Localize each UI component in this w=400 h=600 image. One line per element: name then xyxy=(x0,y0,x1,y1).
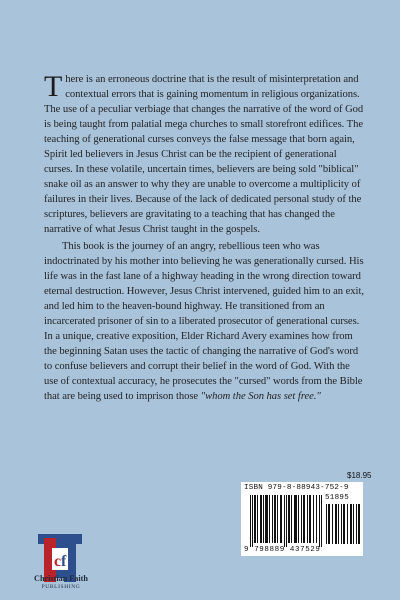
isbn-label: ISBN 979-8-88943-752-9 xyxy=(244,484,349,492)
addon-barcode xyxy=(326,504,360,544)
paragraph-1-text: here is an erroneous doctrine that is the result of misinterpretation and contextual errors that is gaining momentum in religious organizations. The use of a peculiar verbiage that changes the narrative of the word of God is being taught from palatial mega churches to small storefront edifices. The teaching of generational curses conveys the false message that born again, Spirit led believers in Jesus Christ can be the recipient of generational curses. In these volatile, uncertain times, believers are being sold "biblical" snake oil as an answer to why they are unable to overcome a multiplicity of failures in their lives. Because of the lack of dedicated personal study of the scriptures, believers are gravitating to a teaching that has changed the narrative of what Jesus Christ taught in the gospels. xyxy=(44,74,364,235)
barcode-digits: 9 798889 437529 xyxy=(244,546,321,554)
svg-text:c: c xyxy=(54,553,62,570)
description-paragraph-2 xyxy=(44,239,364,404)
description-paragraph-1 xyxy=(44,72,364,237)
drop-cap: T xyxy=(44,70,63,103)
price-label: $18.95 xyxy=(347,471,372,480)
price-addon-digits: 51895 xyxy=(325,494,350,502)
svg-text:f: f xyxy=(61,553,67,570)
isbn-barcode xyxy=(250,495,322,547)
publisher-subtitle: PUBLISHING xyxy=(41,584,81,590)
book-description xyxy=(44,72,364,404)
closing-quote: "whom the Son has set free." xyxy=(200,391,321,402)
publisher-name: Christian Faith xyxy=(34,574,88,583)
paragraph-2-text: This book is the journey of an angry, rebellious teen who was indoctrinated by his mother into believing he was generationally cursed. His life was in the fast lane of a highway heading in the wrong direction toward eternal destruction. However, Jesus Christ intervened, guided him to an exit, and led him to the heaven-bound highway. He transitioned from an incarcerated prisoner of sin to a liberated prosecutor of generational curses. In a unique, creative exposition, Elder Richard Avery examines how from the beginning Satan uses the tactic of changing the narrative of God's word to confuse believers and corrupt their belief in the word of God. With the use of contextual accuracy, he prosecutes the "cursed" words from the Bible that are being used to imprison those xyxy=(44,241,364,402)
